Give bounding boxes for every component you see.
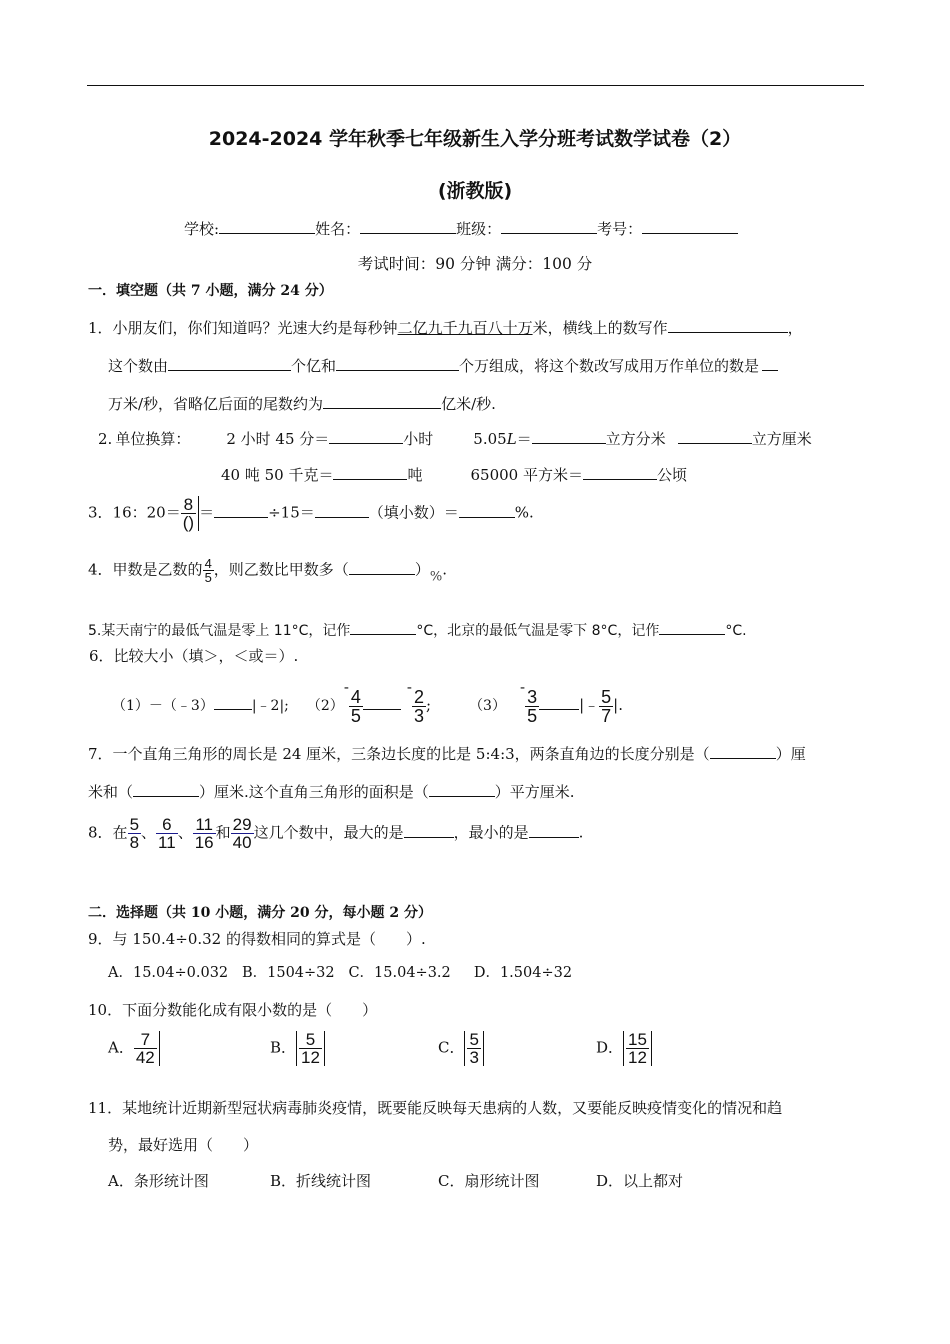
q7-2c: ）平方厘米. xyxy=(494,783,575,801)
q2-a1: 2 小时 45 分＝ xyxy=(226,430,330,448)
q10-d-frac: $\frac{15}{12}$ xyxy=(623,1031,652,1066)
school-label: 学校: xyxy=(184,220,220,238)
q6-p2-end: ; xyxy=(426,696,432,714)
q1-text-a: 小朋友们，你们知道吗？光速大约是每秒钟 xyxy=(112,319,398,337)
q4-a: 甲数是乙数的 xyxy=(112,560,203,579)
q6-p1b: |﹣2|; xyxy=(251,698,289,714)
q1-blank-2[interactable] xyxy=(168,356,291,371)
q6-p3-mid: |﹣ xyxy=(579,696,600,714)
q6-p2: （2） xyxy=(306,698,344,714)
q2-line1 xyxy=(98,429,812,448)
q11-line1: 11．某地统计近期新型冠状病毒肺炎疫情，既要能反映每天患病的人数，又要能反映疫情变化的情况和趋 xyxy=(88,1099,783,1117)
q6-blank-3[interactable] xyxy=(539,695,579,710)
q10-a-label: A． xyxy=(108,1038,134,1057)
q5-a: 5.某天南宁的最低气温是零上 11°C，记作 xyxy=(88,623,351,639)
q6-p1: （1）－（﹣3） xyxy=(112,698,214,714)
q5-blank-1[interactable] xyxy=(350,621,416,635)
q6-p2-sign2: - xyxy=(406,678,412,696)
q2-b4: 立方厘米 xyxy=(751,430,812,448)
q7-blank-2[interactable] xyxy=(133,782,199,797)
q2-d2: 公顷 xyxy=(657,466,688,484)
q10-option-d[interactable] xyxy=(596,1031,652,1066)
q4-line xyxy=(88,557,447,585)
q1-text-2a: 这个数由 xyxy=(108,357,169,375)
q2-blank-4[interactable] xyxy=(333,465,407,480)
q6-p2-sign: - xyxy=(343,678,349,696)
q2-number: 2. xyxy=(98,430,113,448)
q8-sep3: 和 xyxy=(215,823,231,842)
id-field[interactable] xyxy=(642,219,738,234)
q2-c2: 吨 xyxy=(407,466,423,484)
q11-option-c[interactable]: C．扇形统计图 xyxy=(438,1172,540,1190)
q3-e: %. xyxy=(514,503,534,522)
q6-blank-1[interactable] xyxy=(214,695,252,710)
q6-p3-end: |. xyxy=(613,696,623,714)
q10-option-c[interactable] xyxy=(438,1031,484,1066)
q1-blank-1[interactable] xyxy=(668,318,788,333)
q6-p2-frac1: $\frac{4}{5}$ xyxy=(350,686,361,726)
q4-blank[interactable] xyxy=(349,560,415,575)
q1-line2 xyxy=(108,356,778,375)
q10-text: 10．下面分数能化成有限小数的是（ ） xyxy=(88,1001,378,1019)
q6-line xyxy=(112,678,623,725)
q1-line1 xyxy=(88,318,803,337)
q2-b-unit: L xyxy=(506,430,517,448)
q4-fraction: $\frac{4}{5}$ xyxy=(204,556,212,585)
q2-blank-1[interactable] xyxy=(329,429,403,444)
q11-option-a[interactable]: A．条形统计图 xyxy=(108,1172,209,1190)
q8-b: 这几个数中，最大的是 xyxy=(253,823,404,842)
q4-number: 4． xyxy=(88,560,113,579)
q6-p3-frac2: $\frac{5}{7}$ xyxy=(601,686,612,726)
school-field[interactable] xyxy=(219,219,315,234)
q4-percent: % xyxy=(429,569,443,585)
q8-a: 在 xyxy=(112,823,128,842)
q8-sep1: 、 xyxy=(141,823,157,842)
q8-d: . xyxy=(578,823,584,842)
q7-line2 xyxy=(88,782,575,801)
q2-b1: 5.05 xyxy=(473,430,507,448)
q1-blank-4[interactable] xyxy=(762,356,778,371)
q5-b: °C，北京的最低气温是零下 8°C，记作 xyxy=(416,623,660,639)
q10-b-label: B． xyxy=(270,1038,297,1057)
q10-option-a[interactable] xyxy=(108,1031,160,1066)
q2-blank-5[interactable] xyxy=(583,465,657,480)
q4-e: . xyxy=(442,560,447,579)
q6-p3-sign: - xyxy=(519,678,526,696)
page-subtitle: (浙教版) xyxy=(437,180,513,202)
q3-fraction: $\frac{8}{()}$ xyxy=(181,496,199,531)
q6-p3-frac1: $\frac{3}{5}$ xyxy=(527,686,538,726)
q1-line3 xyxy=(108,394,496,413)
q2-line2 xyxy=(221,465,687,484)
q5-c: °C. xyxy=(725,623,747,639)
class-field[interactable] xyxy=(501,219,597,234)
q8-blank-2[interactable] xyxy=(529,823,579,838)
q7-b: ）厘 xyxy=(775,745,806,763)
q1-text-3a: 万米/秒，省略亿后面的尾数约为 xyxy=(108,395,324,413)
page-title: 2024-2024 学年秋季七年级新生入学分班考试数学试卷（2） xyxy=(208,128,742,150)
q3-d: （填小数）＝ xyxy=(368,503,459,522)
q2-blank-3[interactable] xyxy=(678,429,752,444)
q10-a-frac: $\frac{7}{42}$ xyxy=(134,1031,160,1066)
id-label: 考号： xyxy=(597,220,643,238)
q7-a: 7．一个直角三角形的周长是 24 厘米，三条边长度的比是 5:4:3，两条直角边的长度分别是（ xyxy=(88,745,710,763)
q3-c: ÷15＝ xyxy=(268,503,315,522)
q7-line1 xyxy=(88,744,806,763)
q7-blank-3[interactable] xyxy=(429,782,495,797)
q1-number: 1． xyxy=(88,319,113,337)
q5-blank-2[interactable] xyxy=(659,621,725,635)
exam-info: 考试时间：90 分钟 满分：100 分 xyxy=(357,255,593,273)
q7-blank-1[interactable] xyxy=(710,744,776,759)
q10-c-frac: $\frac{5}{3}$ xyxy=(464,1031,483,1066)
q10-c-label: C． xyxy=(438,1038,465,1057)
q11-option-d[interactable]: D．以上都对 xyxy=(596,1172,684,1190)
q10-b-frac: $\frac{5}{12}$ xyxy=(296,1031,325,1066)
q2-c1: 40 吨 50 千克＝ xyxy=(221,466,334,484)
q7-2a: 米和（ xyxy=(88,783,134,801)
q3-line xyxy=(88,496,534,531)
q1-text-c: ， xyxy=(787,319,803,337)
q1-underlined: 二亿九千九百八十万 xyxy=(397,319,533,337)
q9-text: 9．与 150.4÷0.32 的得数相同的算式是（ ）. xyxy=(88,930,426,948)
q3-number: 3． xyxy=(88,503,113,522)
q11-option-b[interactable]: B．折线统计图 xyxy=(270,1172,372,1190)
name-field[interactable] xyxy=(360,219,456,234)
q1-text-3b: 亿米/秒. xyxy=(441,395,496,413)
top-rule xyxy=(87,85,864,86)
section2-title: 二．选择题（共 10 小题，满分 20 分，每小题 2 分） xyxy=(88,905,432,921)
q8-blank-1[interactable] xyxy=(404,823,454,838)
q8-number: 8． xyxy=(88,823,113,842)
q10-d-label: D． xyxy=(596,1038,624,1057)
q8-sep2: 、 xyxy=(177,823,193,842)
q7-2b: ）厘米.这个直角三角形的面积是（ xyxy=(199,783,429,801)
q5-line xyxy=(88,621,747,640)
q8-frac2: $\frac{6}{11}$ xyxy=(158,815,176,852)
q1-text-2b: 个亿和 xyxy=(291,357,337,375)
q2-b3: 立方分米 xyxy=(605,430,666,448)
q10-option-b[interactable] xyxy=(270,1031,325,1066)
q6-p2-frac2: $\frac{2}{3}$ xyxy=(413,686,424,726)
q2-label: 单位换算： xyxy=(115,430,191,448)
info-fields xyxy=(184,219,738,238)
q4-b: ，则乙数比甲数多（ xyxy=(213,560,349,579)
q8-frac1: $\frac{5}{8}$ xyxy=(129,815,140,852)
q1-blank-3[interactable] xyxy=(336,356,459,371)
q8-frac3: $\frac{11}{16}$ xyxy=(194,815,214,852)
q8-c: ，最小的是 xyxy=(453,823,529,842)
q1-blank-5[interactable] xyxy=(323,394,441,409)
q3-blank-3[interactable] xyxy=(459,503,515,518)
q9-options: A．15.04÷0.032 B．1504÷32 C．15.04÷3.2 D．1.504÷32 xyxy=(108,965,573,981)
q4-c: ） xyxy=(414,560,430,579)
q3-blank-2[interactable] xyxy=(315,503,369,518)
q6-p3: （3） xyxy=(469,698,506,714)
q8-line xyxy=(88,816,583,851)
name-label: 姓名： xyxy=(315,220,361,238)
q3-b: ＝ xyxy=(199,503,215,522)
q2-a2: 小时 xyxy=(403,430,434,448)
q2-blank-2[interactable] xyxy=(532,429,606,444)
q6-blank-2[interactable] xyxy=(363,695,401,710)
q8-frac4: $\frac{29}{40}$ xyxy=(232,815,252,852)
q11-line2: 势，最好选用（ ） xyxy=(108,1136,259,1154)
q1-text-2c: 个万组成，将这个数改写成用万作单位的数是 xyxy=(459,357,760,375)
q3-blank-1[interactable] xyxy=(214,503,268,518)
q3-a: 16：20＝ xyxy=(112,503,181,522)
q1-text-b: 米，横线上的数写作 xyxy=(532,319,668,337)
section1-title: 一．填空题（共 7 小题，满分 24 分） xyxy=(88,283,333,299)
class-label: 班级： xyxy=(456,220,502,238)
q2-b2: ＝ xyxy=(516,430,532,448)
q2-d1: 65000 平方米＝ xyxy=(470,466,583,484)
q6-title: 6．比较大小（填＞，＜或＝）. xyxy=(89,647,299,665)
